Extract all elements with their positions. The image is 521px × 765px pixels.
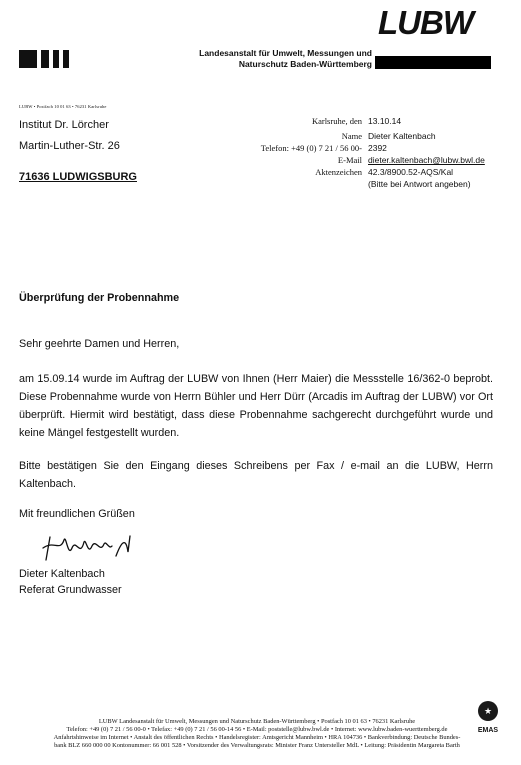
paragraph-2: Bitte bestätigen Sie den Eingang dieses Schreibens per Fax / e-mail an die LUBW, Herrn Kaltenbach. xyxy=(19,460,493,490)
recipient-street: Martin-Luther-Str. 26 xyxy=(19,140,120,152)
letter-subject: Überprüfung der Probennahme xyxy=(19,292,180,304)
org-line-1: Landesanstalt für Umwelt, Messungen und xyxy=(199,48,372,58)
reference-value: 42.3/8900.52-AQS/Kal xyxy=(368,167,454,177)
footer-line-3: Anfahrtshinweise im Internet • Anstalt des öffentlichen Rechts • Handelsregister: Amtsgericht Mannheim • HRA 104736 • Bankverbindung: Deutsche Bundes- xyxy=(53,734,461,741)
emas-label: EMAS xyxy=(477,727,499,734)
signer-name: Dieter Kaltenbach xyxy=(19,568,105,580)
svg-text:★: ★ xyxy=(483,707,493,717)
footer-line-2: Telefon: +49 (0) 7 21 / 56 00-0 • Telefax: +49 (0) 7 21 / 56 00-14 56 • E-Mail: poststelle@lubw.bwl.de • Internet: www.lubw.baden-wuerttemberg.de xyxy=(66,726,448,733)
lubw-logo: LUBW xyxy=(378,4,473,41)
meta-email xyxy=(240,155,505,166)
date-value: 13.10.14 xyxy=(368,116,402,126)
sender-line: LUBW • Postfach 10 01 63 • 76231 Karlsruhe xyxy=(19,104,107,109)
org-line-2: Naturschutz Baden-Württemberg xyxy=(238,59,372,69)
handwritten-signature xyxy=(40,530,140,565)
logo-bars xyxy=(19,50,69,68)
meta-reference-note xyxy=(240,179,505,190)
recipient-city: 71636 LUDWIGSBURG xyxy=(19,171,137,183)
footer-line-4: bank BLZ 660 000 00 Kontonummer: 66 001 528 • Vorsitzender des Verwaltungsrats: Minister Franz Untersteller MdL • Leitung: Präsidentin Margareta Barth xyxy=(54,742,460,749)
meta-date xyxy=(240,116,505,127)
date-label: Karlsruhe, den xyxy=(311,116,362,126)
email-label: E-Mail xyxy=(337,155,362,165)
salutation: Sehr geehrte Damen und Herren, xyxy=(19,338,180,350)
emas-stars-icon xyxy=(473,700,503,722)
meta-reference xyxy=(240,167,505,178)
closing: Mit freundlichen Grüßen xyxy=(19,508,135,520)
meta-phone xyxy=(240,143,505,154)
redaction-block xyxy=(375,56,491,69)
phone-value: 2392 xyxy=(368,143,387,153)
phone-label: Telefon: +49 (0) 7 21 / 56 00- xyxy=(260,143,362,153)
name-value: Dieter Kaltenbach xyxy=(368,131,436,141)
reference-label: Aktenzeichen xyxy=(315,167,362,177)
meta-name xyxy=(240,131,505,142)
organization-name xyxy=(175,48,372,70)
paragraph-1: am 15.09.14 wurde im Auftrag der LUBW von Ihnen (Herr Maier) die Messstelle 16/362-0 beprobt. Diese Probennahme wurde von Herrn Bühler und Herr Dürr (Arcadis im Auftrag der LUBW) vor Ort überprüft. Hiermit wird bestätigt, dass diese Probennahme sachgerecht durchgeführt wurde und keine Mängel festgestellt wurden. xyxy=(19,373,493,439)
name-label: Name xyxy=(341,131,362,141)
footer-line-1: LUBW Landesanstalt für Umwelt, Messungen und Naturschutz Baden-Württemberg • Postfach 10 01 63 • 76231 Karlsruhe xyxy=(98,718,416,725)
email-link[interactable]: dieter.kaltenbach@lubw.bwl.de xyxy=(368,155,485,165)
emas-seal xyxy=(468,700,508,734)
footer xyxy=(22,718,492,750)
recipient-name: Institut Dr. Lörcher xyxy=(19,119,109,131)
signer-department: Referat Grundwasser xyxy=(19,584,122,596)
reference-note: (Bitte bei Antwort angeben) xyxy=(368,179,471,189)
